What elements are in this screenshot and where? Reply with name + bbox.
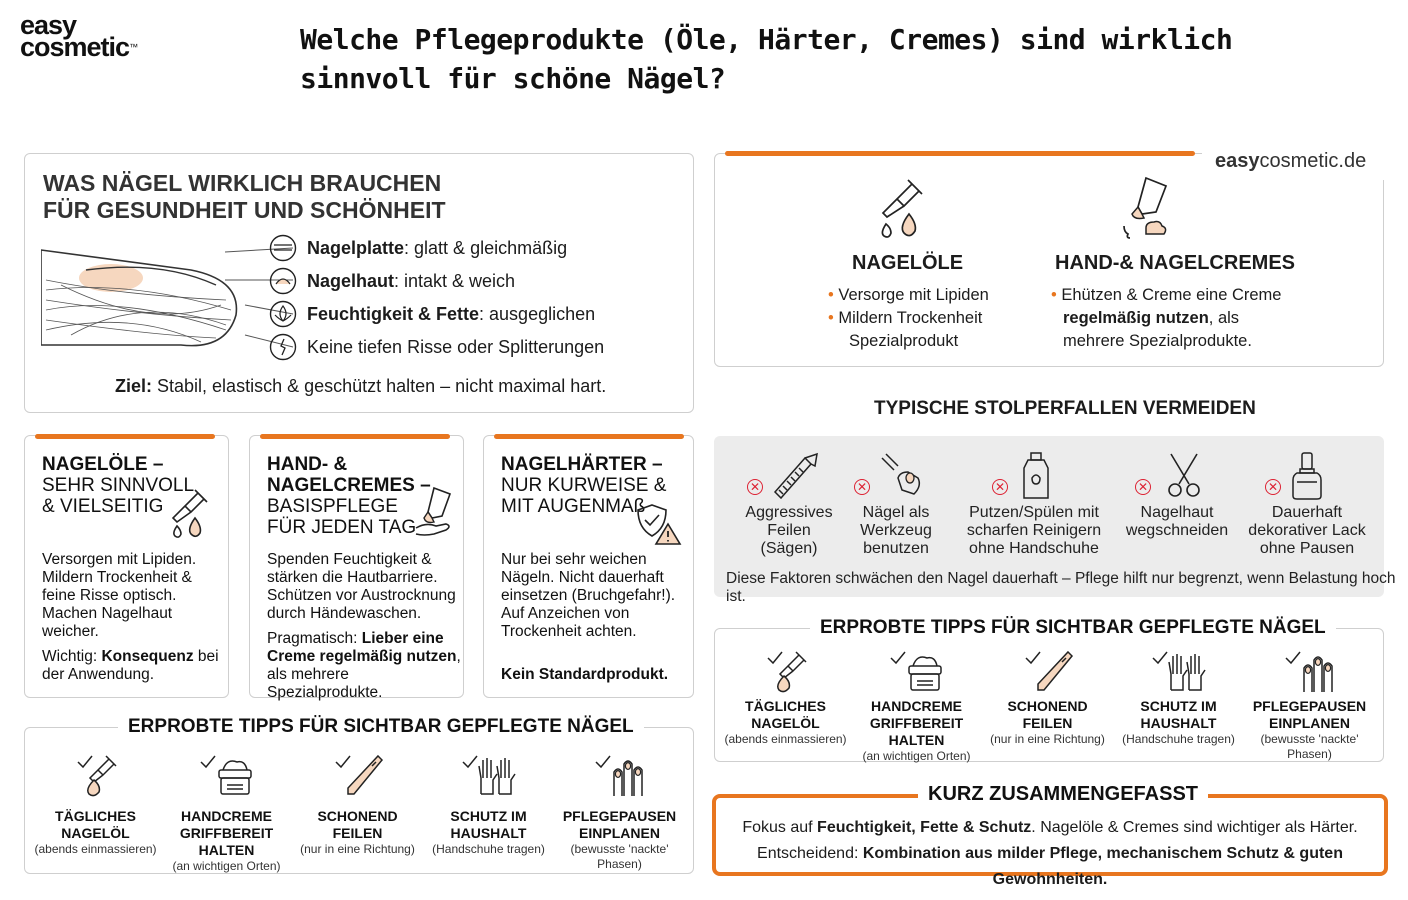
pitfall-item (1227, 504, 1387, 558)
tip-label-1: SCHONEND (317, 808, 398, 824)
card-h1: NAGELHÄRTER – (501, 454, 663, 475)
bare-nails-icon (554, 752, 685, 808)
pitfall-line-2: Feilen (767, 522, 811, 539)
tip-item (1113, 648, 1244, 747)
pitfall-line-1: Putzen/Spülen mit (969, 504, 1099, 521)
cuticle-icon (269, 267, 297, 295)
needs-heading-line2: FÜR GESUNDHEIT UND SCHÖNHEIT (43, 197, 446, 223)
tip-sub: (bewusste 'nackte' Phasen) (570, 842, 669, 871)
accent-bar (260, 434, 450, 439)
tip-item (292, 752, 423, 857)
pitfall-line-2: dekorativer Lack (1248, 522, 1366, 539)
oils-b3: Spezialprodukt (849, 332, 959, 350)
note-pre: Wichtig: (42, 648, 102, 665)
pitfall-line-1: Aggressives (745, 504, 833, 521)
summary-l1-bold: Feuchtigkeit, Fette & Schutz (817, 819, 1032, 836)
body-line: Machen Nagelhaut (42, 605, 173, 622)
nail-tool-icon (878, 450, 928, 500)
error-x-icon: ✕ (1135, 479, 1151, 495)
creams-b2-rest: , als (1208, 309, 1240, 327)
summary-title: KURZ ZUSAMMENGEFASST (918, 783, 1208, 806)
logo (20, 10, 138, 62)
tip-item (554, 752, 685, 872)
pitfall-line-3: ohne Handschuhe (969, 540, 1099, 557)
creams-b1: Ehützen & Creme eine Creme (1061, 286, 1282, 304)
nail-file-icon (292, 752, 423, 808)
summary-l1-post: . Nagelöle & Cremes sind wichtiger als Härter. (1031, 819, 1358, 836)
gloves-icon (1113, 648, 1244, 698)
dropper-icon (874, 176, 930, 242)
card-creams-heading (267, 454, 431, 538)
bare-nails-icon (1244, 648, 1375, 698)
need-text: : ausgeglichen (479, 303, 596, 324)
tip-item (1244, 648, 1375, 762)
need-text: Keine tiefen Risse oder Splitterungen (307, 336, 605, 357)
oils-b2: Mildern Trockenheit (838, 309, 983, 327)
card-h1: NAGELÖLE – (42, 454, 164, 475)
nail-polish-icon (1289, 450, 1325, 502)
body-line: Mildern Trockenheit & (42, 569, 192, 586)
card-oils-note (42, 648, 219, 684)
tip-label-1: SCHUTZ IM (1140, 698, 1217, 714)
need-bold: Feuchtigkeit & Fette (307, 303, 480, 324)
nail-file-icon (982, 648, 1113, 698)
tip-label-2: HAUSHALT (450, 825, 527, 841)
tip-item (423, 752, 554, 857)
note-line2: als mehrere Spezialprodukte. (267, 666, 383, 701)
body-line: Nur bei sehr weichen (501, 551, 647, 568)
pitfalls-footer: Diese Faktoren schwächen den Nagel dauerhaft – Pflege hilft nur begrenzt, wenn Belastung hoch ist. (726, 570, 1396, 605)
scissors-icon (1159, 450, 1209, 500)
title-line1: Welche Pflegeprodukte (Öle, Härter, Cremes) sind wirklich (300, 23, 1233, 56)
tip-item (161, 752, 292, 874)
card-hardener (483, 435, 694, 698)
body-line: einsetzen (Bruchgefahr!). (501, 587, 676, 604)
tip-sub: (an wichtigen Orten) (172, 859, 281, 873)
tip-label-1: TÄGLICHES (745, 698, 826, 714)
dropper-icon (720, 648, 851, 698)
needs-heading-line1: WAS NÄGEL WIRKLICH BRAUCHEN (43, 170, 442, 196)
summary-l2-bold: Kombination aus milder Pflege, mechanischem Schutz & guten Gewohnheiten. (862, 845, 1343, 888)
card-h3: BASISPFLEGE (267, 496, 398, 517)
moisture-icon (269, 300, 297, 328)
need-item-moisture (269, 300, 595, 328)
tip-label-1: HANDCREME (871, 698, 962, 714)
cream-tube-icon (1116, 174, 1176, 242)
tip-sub: (an wichtigen Orten) (862, 749, 971, 763)
note-post: bei (193, 648, 219, 665)
note-pre: Pragmatisch: (267, 630, 362, 647)
accent-bar (725, 151, 1195, 156)
tip-item (982, 648, 1113, 747)
body-line: Trockenheit achten. (501, 623, 637, 640)
body-line: Auf Anzeichen von (501, 605, 630, 622)
need-bold: Nagelplatte (307, 237, 405, 258)
creams-list: • Ehützen & Creme eine Creme regelmäßig nutzen, als mehrere Spezialprodukte. (1051, 284, 1281, 353)
tip-sub: (abends einmassieren) (724, 732, 847, 746)
card-creams-note (267, 630, 463, 702)
card-creams-body (267, 551, 456, 623)
creams-title: HAND-& NAGELCREMES (1055, 252, 1295, 274)
body-line: stärken die Hautbarriere. (267, 569, 438, 586)
card-oils-body (42, 551, 196, 641)
needs-card (24, 153, 694, 413)
dropper-icon (30, 752, 161, 808)
creams-b2-bold: regelmäßig nutzen (1063, 309, 1209, 327)
body-line: feine Risse optisch. (42, 587, 177, 604)
tip-label-2: EINPLANEN (1269, 715, 1350, 731)
need-item-cuticle (269, 267, 515, 295)
body-line: Schützen vor Austrocknung (267, 587, 456, 604)
nail-plate-icon (269, 234, 297, 262)
cream-jar-icon (161, 752, 292, 808)
need-item-nail-plate (269, 234, 567, 262)
tip-label-1: PFLEGEPAUSEN (1252, 698, 1367, 714)
need-item-cracks (269, 333, 604, 361)
summary-l1-pre: Fokus auf (742, 819, 818, 836)
pitfall-item (816, 504, 976, 558)
tip-item (851, 648, 982, 764)
tips-left-title: ERPROBTE TIPPS FÜR SICHTBAR GEPFLEGTE NÄGEL (118, 716, 644, 738)
pitfall-line-1: Dauerhaft (1271, 504, 1343, 521)
card-hardener-body (501, 551, 675, 641)
error-x-icon: ✕ (1265, 479, 1281, 495)
cream-tube-icon (412, 484, 458, 542)
logo-line1: easy (20, 10, 77, 40)
title-line2: sinnvoll für schöne Nägel? (300, 62, 726, 95)
cleaner-bottle-icon (1016, 450, 1056, 502)
goal-label: Ziel: (115, 376, 153, 396)
gloves-icon (423, 752, 554, 808)
oils-list: • Versorge mit Lipiden • Mildern Trockenheit Spezialprodukt (828, 284, 989, 353)
page-title (300, 20, 1280, 98)
note-bold: Lieber eine (361, 630, 444, 647)
card-creams (249, 435, 464, 701)
tip-label-2: NAGELÖL (751, 715, 820, 731)
accent-bar (35, 434, 215, 439)
body-line: Spenden Feuchtigkeit & (267, 551, 432, 568)
tip-sub: (Handschuhe tragen) (1122, 732, 1235, 746)
tip-item (30, 752, 161, 857)
accent-bar (494, 434, 684, 439)
pitfall-line-1: Nägel als (862, 504, 930, 521)
pitfall-line-2: scharfen Reinigern (966, 522, 1102, 539)
finger-illustration (41, 240, 241, 360)
tip-label-2: EINPLANEN (579, 825, 660, 841)
tip-label-1: HANDCREME (181, 808, 272, 824)
error-x-icon: ✕ (854, 479, 870, 495)
card-hardener-note (501, 666, 668, 684)
card-h2: SEHR SINNVOLL (42, 475, 195, 496)
error-x-icon: ✕ (992, 479, 1008, 495)
tip-label-2: GRIFFBEREIT HALTEN (179, 825, 274, 858)
body-line: weicher. (42, 623, 99, 640)
tips-right-title: ERPROBTE TIPPS FÜR SICHTBAR GEPFLEGTE NÄGEL (810, 617, 1336, 639)
tip-sub: (Handschuhe tragen) (432, 842, 545, 856)
needs-goal (115, 376, 606, 397)
need-text: : glatt & gleichmäßig (404, 237, 568, 258)
pitfall-line-3: ohne Pausen (1259, 540, 1355, 557)
note-bold2: Creme regelmäßig nutzen (267, 648, 457, 665)
tip-label-2: GRIFFBEREIT HALTEN (869, 715, 964, 748)
note-line2: der Anwendung. (42, 666, 155, 683)
cream-jar-icon (851, 648, 982, 698)
summary-text (712, 815, 1388, 893)
oils-title: NAGELÖLE (852, 252, 964, 274)
shield-warning-icon (634, 502, 682, 548)
pitfall-line-2: wegschneiden (1125, 522, 1229, 539)
body-line: Versorgen mit Lipiden. (42, 551, 197, 568)
tip-label-2: HAUSHALT (1140, 715, 1217, 731)
pitfall-line-3: benutzen (863, 540, 929, 557)
note-bold: Kein Standardprodukt. (501, 666, 669, 683)
card-h4: FÜR JEDEN TAG (267, 517, 417, 538)
tip-sub: (nur in eine Richtung) (300, 842, 415, 856)
pitfall-line-1: Nagelhaut (1140, 504, 1214, 521)
crack-icon (269, 333, 297, 361)
tip-label-2: FEILEN (332, 825, 383, 841)
tip-label-2: FEILEN (1022, 715, 1073, 731)
tip-label-2: NAGELÖL (61, 825, 130, 841)
card-h2: NAGELCREMES – (267, 475, 431, 496)
error-x-icon: ✕ (747, 479, 763, 495)
tip-label-1: PFLEGEPAUSEN (562, 808, 677, 824)
tip-label-1: TÄGLICHES (55, 808, 136, 824)
pitfall-line-2: Werkzeug (860, 522, 932, 539)
logo-line2: cosmetic (20, 32, 130, 62)
brand-rest: cosmetic.de (1259, 150, 1367, 172)
needs-heading (43, 170, 446, 224)
logo-tm: ™ (129, 42, 138, 52)
tip-item (720, 648, 851, 747)
tip-sub: (nur in eine Richtung) (990, 732, 1105, 746)
card-h3: & VIELSEITIG (42, 496, 164, 517)
card-h3: MIT AUGENMAß (501, 496, 646, 517)
creams-b3: mehrere Spezialprodukte. (1063, 332, 1252, 350)
oils-b1: Versorge mit Lipiden (838, 286, 989, 304)
card-h2: NUR KURWEISE & (501, 475, 667, 496)
need-text: : intakt & weich (394, 270, 516, 291)
saw-icon (771, 450, 821, 500)
body-line: durch Händewaschen. (267, 605, 422, 622)
dropper-icon (165, 486, 215, 542)
brand-link[interactable] (1215, 150, 1366, 173)
brand-bold: easy (1215, 150, 1260, 172)
card-oils (24, 435, 229, 698)
summary-l2-pre: Entscheidend: (757, 845, 863, 862)
tip-label-1: SCHUTZ IM (450, 808, 527, 824)
tip-sub: (abends einmassieren) (34, 842, 157, 856)
goal-text: Stabil, elastisch & geschützt halten – nicht maximal hart. (152, 376, 607, 396)
tip-label-1: SCHONEND (1007, 698, 1088, 714)
body-line: Nägeln. Nicht dauerhaft (501, 569, 664, 586)
note-post: , (456, 648, 461, 665)
pitfalls-title: TYPISCHE STOLPERFALLEN VERMEIDEN (874, 398, 1256, 419)
card-h1: HAND- & (267, 454, 348, 475)
need-bold: Nagelhaut (307, 270, 395, 291)
note-bold: Konsequenz (101, 648, 194, 665)
pitfall-line-3: (Sägen) (760, 540, 818, 557)
tip-sub: (bewusste 'nackte' Phasen) (1260, 732, 1359, 761)
pitfall-item (954, 504, 1114, 558)
